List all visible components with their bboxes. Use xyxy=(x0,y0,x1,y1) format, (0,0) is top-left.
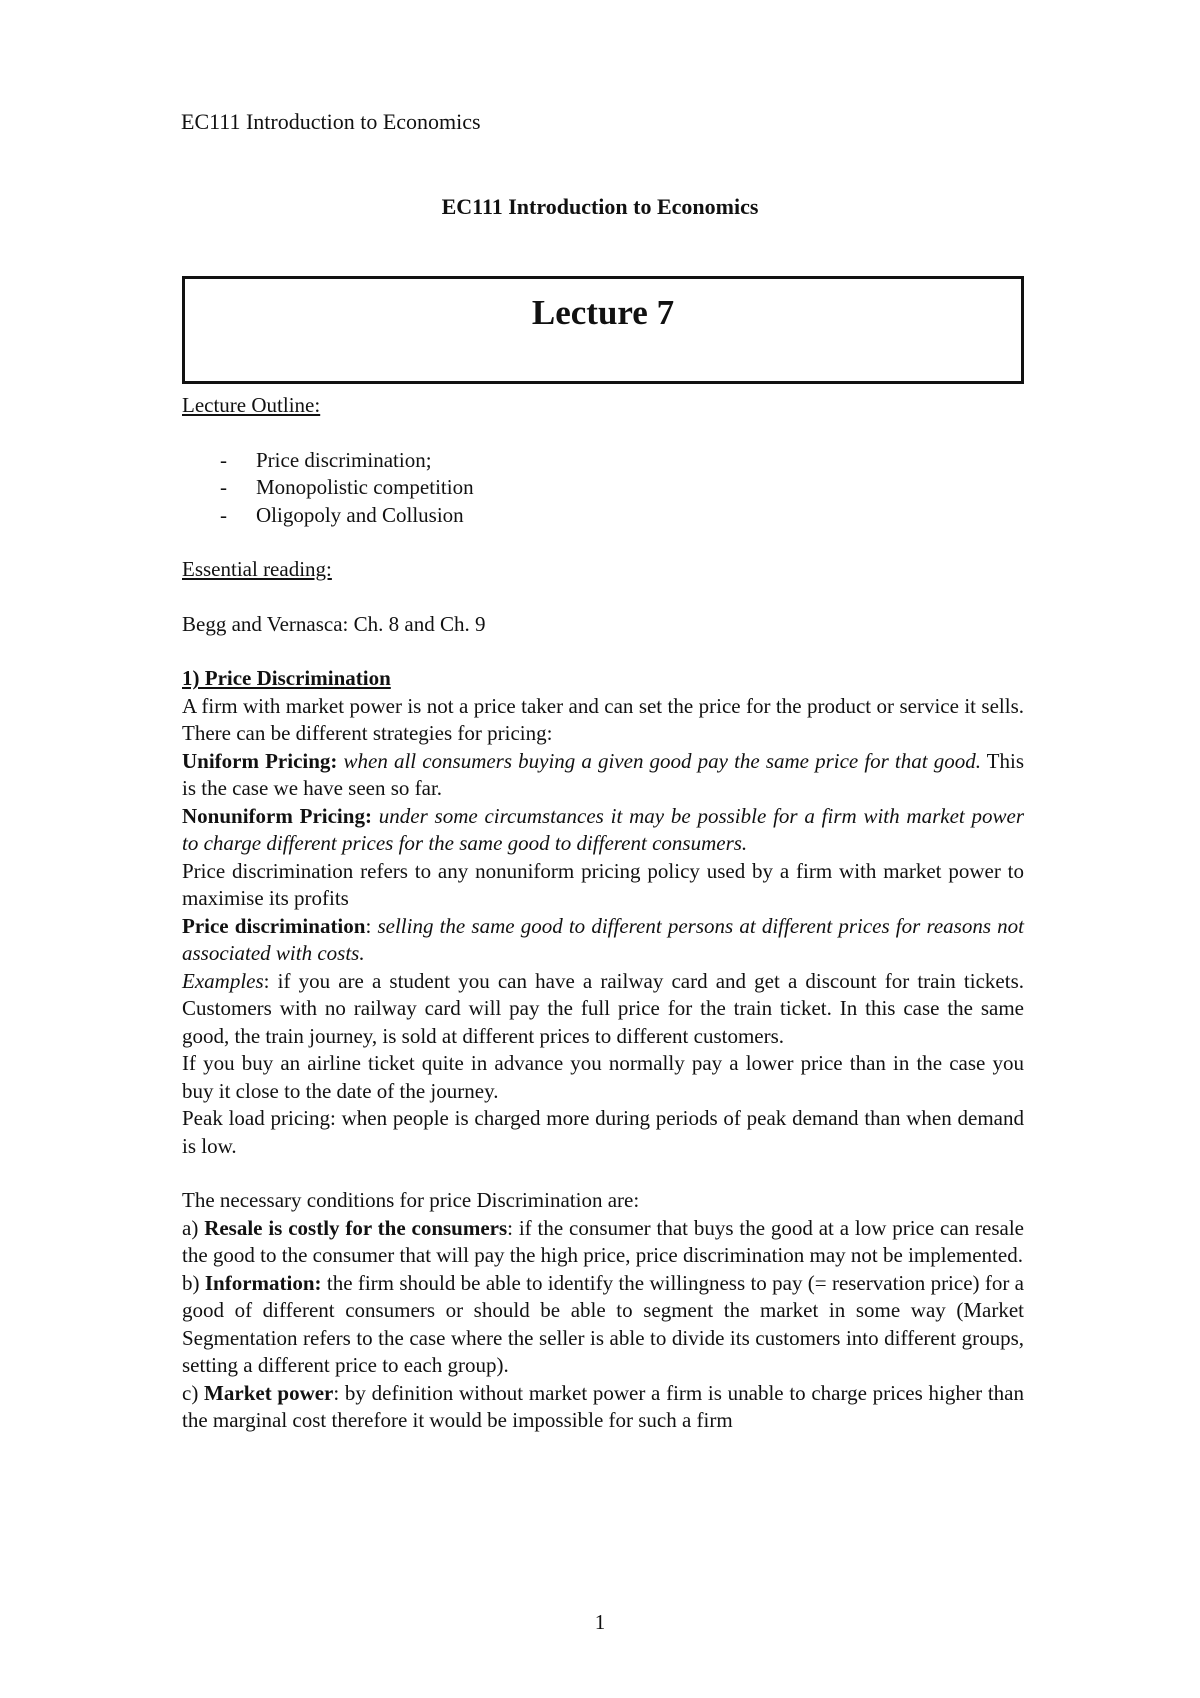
outline-list xyxy=(182,447,1024,530)
peak-load-paragraph: Peak load pricing: when people is charged more during periods of peak demand than when demand is low. xyxy=(182,1106,1024,1158)
price-discrimination-term: Price discrimination xyxy=(182,913,366,938)
condition-c: c) Market power: by definition without market power a firm is unable to charge prices higher than the marginal cost therefore it would be impossible for such a firm xyxy=(182,1380,1024,1432)
nonuniform-pricing-definition: under some circumstances it may be possible for a firm with market power to charge different prices for the same good to different consumers. xyxy=(182,803,1025,855)
section-intro: A firm with market power is not a price taker and can set the price for the product or service it sells. There can be different strategies for pricing: xyxy=(182,693,1024,745)
condition-c-term: Market power xyxy=(204,1380,334,1405)
reading-text: Begg and Vernasca: Ch. 8 and Ch. 9 xyxy=(182,611,486,636)
uniform-pricing-paragraph xyxy=(182,748,1024,803)
condition-b-term: Information: xyxy=(204,1270,322,1295)
outline-heading: Lecture Outline: xyxy=(182,393,321,417)
document-title: EC111 Introduction to Economics xyxy=(441,194,759,219)
price-discrimination-definition: selling the same good to different persons at different prices for reasons not associated with costs. xyxy=(182,913,1024,965)
uniform-pricing-term: Uniform Pricing: xyxy=(182,748,338,773)
outline-item: - Oligopoly and Collusion xyxy=(220,502,464,527)
reading-heading: Essential reading: xyxy=(182,557,332,581)
outline-item: - Price discrimination; xyxy=(220,447,432,472)
examples-label: Examples xyxy=(182,968,264,993)
nonuniform-pricing-paragraph xyxy=(182,803,1024,858)
document-body xyxy=(182,392,1024,1435)
conditions-intro: The necessary conditions for price Discrimination are: xyxy=(182,1188,640,1212)
page-number: 1 xyxy=(594,1610,606,1634)
running-header: EC111 Introduction to Economics xyxy=(181,109,481,134)
uniform-pricing-definition: when all consumers buying a given good pay the same price for that good. xyxy=(343,748,981,773)
condition-b: b) Information: the firm should be able to identify the willingness to pay (= reservation price) for a good of different consumers or should be able to segment the market in some way (Market Segmentation refers to the case where the seller is able to divide its customers into different groups, setting a different price to each group). xyxy=(182,1270,1025,1377)
nonuniform-pricing-term: Nonuniform Pricing: xyxy=(182,803,372,828)
condition-a-term: Resale is costly for the consumers xyxy=(204,1215,508,1240)
lecture-title-box xyxy=(182,276,1024,384)
section-heading: 1) Price Discrimination xyxy=(182,666,391,690)
condition-b-text: the firm should be able to identify the willingness to pay (= reservation price) for a good of different consumers or should be able to segment the market in some way (Market Segmentation refers to the case where the seller is able to divide its customers into different groups, setting a different price to each group). xyxy=(182,1270,1025,1377)
examples-paragraph xyxy=(182,968,1024,1051)
condition-a-text: : if the consumer that buys the good at a low price can resale the good to the consumer that will pay the high price, price discrimination may not be implemented. xyxy=(182,1215,1025,1267)
condition-c-text: : by definition without market power a firm is unable to charge prices higher than the marginal cost therefore it would be impossible for such a firm xyxy=(182,1380,1024,1432)
airline-paragraph: If you buy an airline ticket quite in advance you normally pay a lower price than in the case you buy it close to the date of the journey. xyxy=(182,1051,1024,1103)
price-discrimination-paragraph: Price discrimination: selling the same good to different persons at different prices for reasons not associated with costs. xyxy=(182,913,1024,965)
outline-item: - Monopolistic competition xyxy=(220,475,474,499)
price-discrimination-refers: Price discrimination refers to any nonuniform pricing policy used by a firm with market power to maximise its profits xyxy=(182,858,1024,910)
uniform-pricing-tail: This is the case we have seen so far. xyxy=(182,748,1025,800)
examples-text: : if you are a student you can have a railway card and get a discount for train tickets. Customers with no railway card will pay the full price for the train ticket. In this case the same good, the train journey, is sold at different prices to different customers. xyxy=(182,968,1024,1048)
condition-a: a) Resale is costly for the consumers: if the consumer that buys the good at a low price can resale the good to the consumer that will pay the high price, price discrimination may not be implemented. xyxy=(182,1215,1025,1267)
lecture-title: Lecture 7 xyxy=(531,293,675,332)
